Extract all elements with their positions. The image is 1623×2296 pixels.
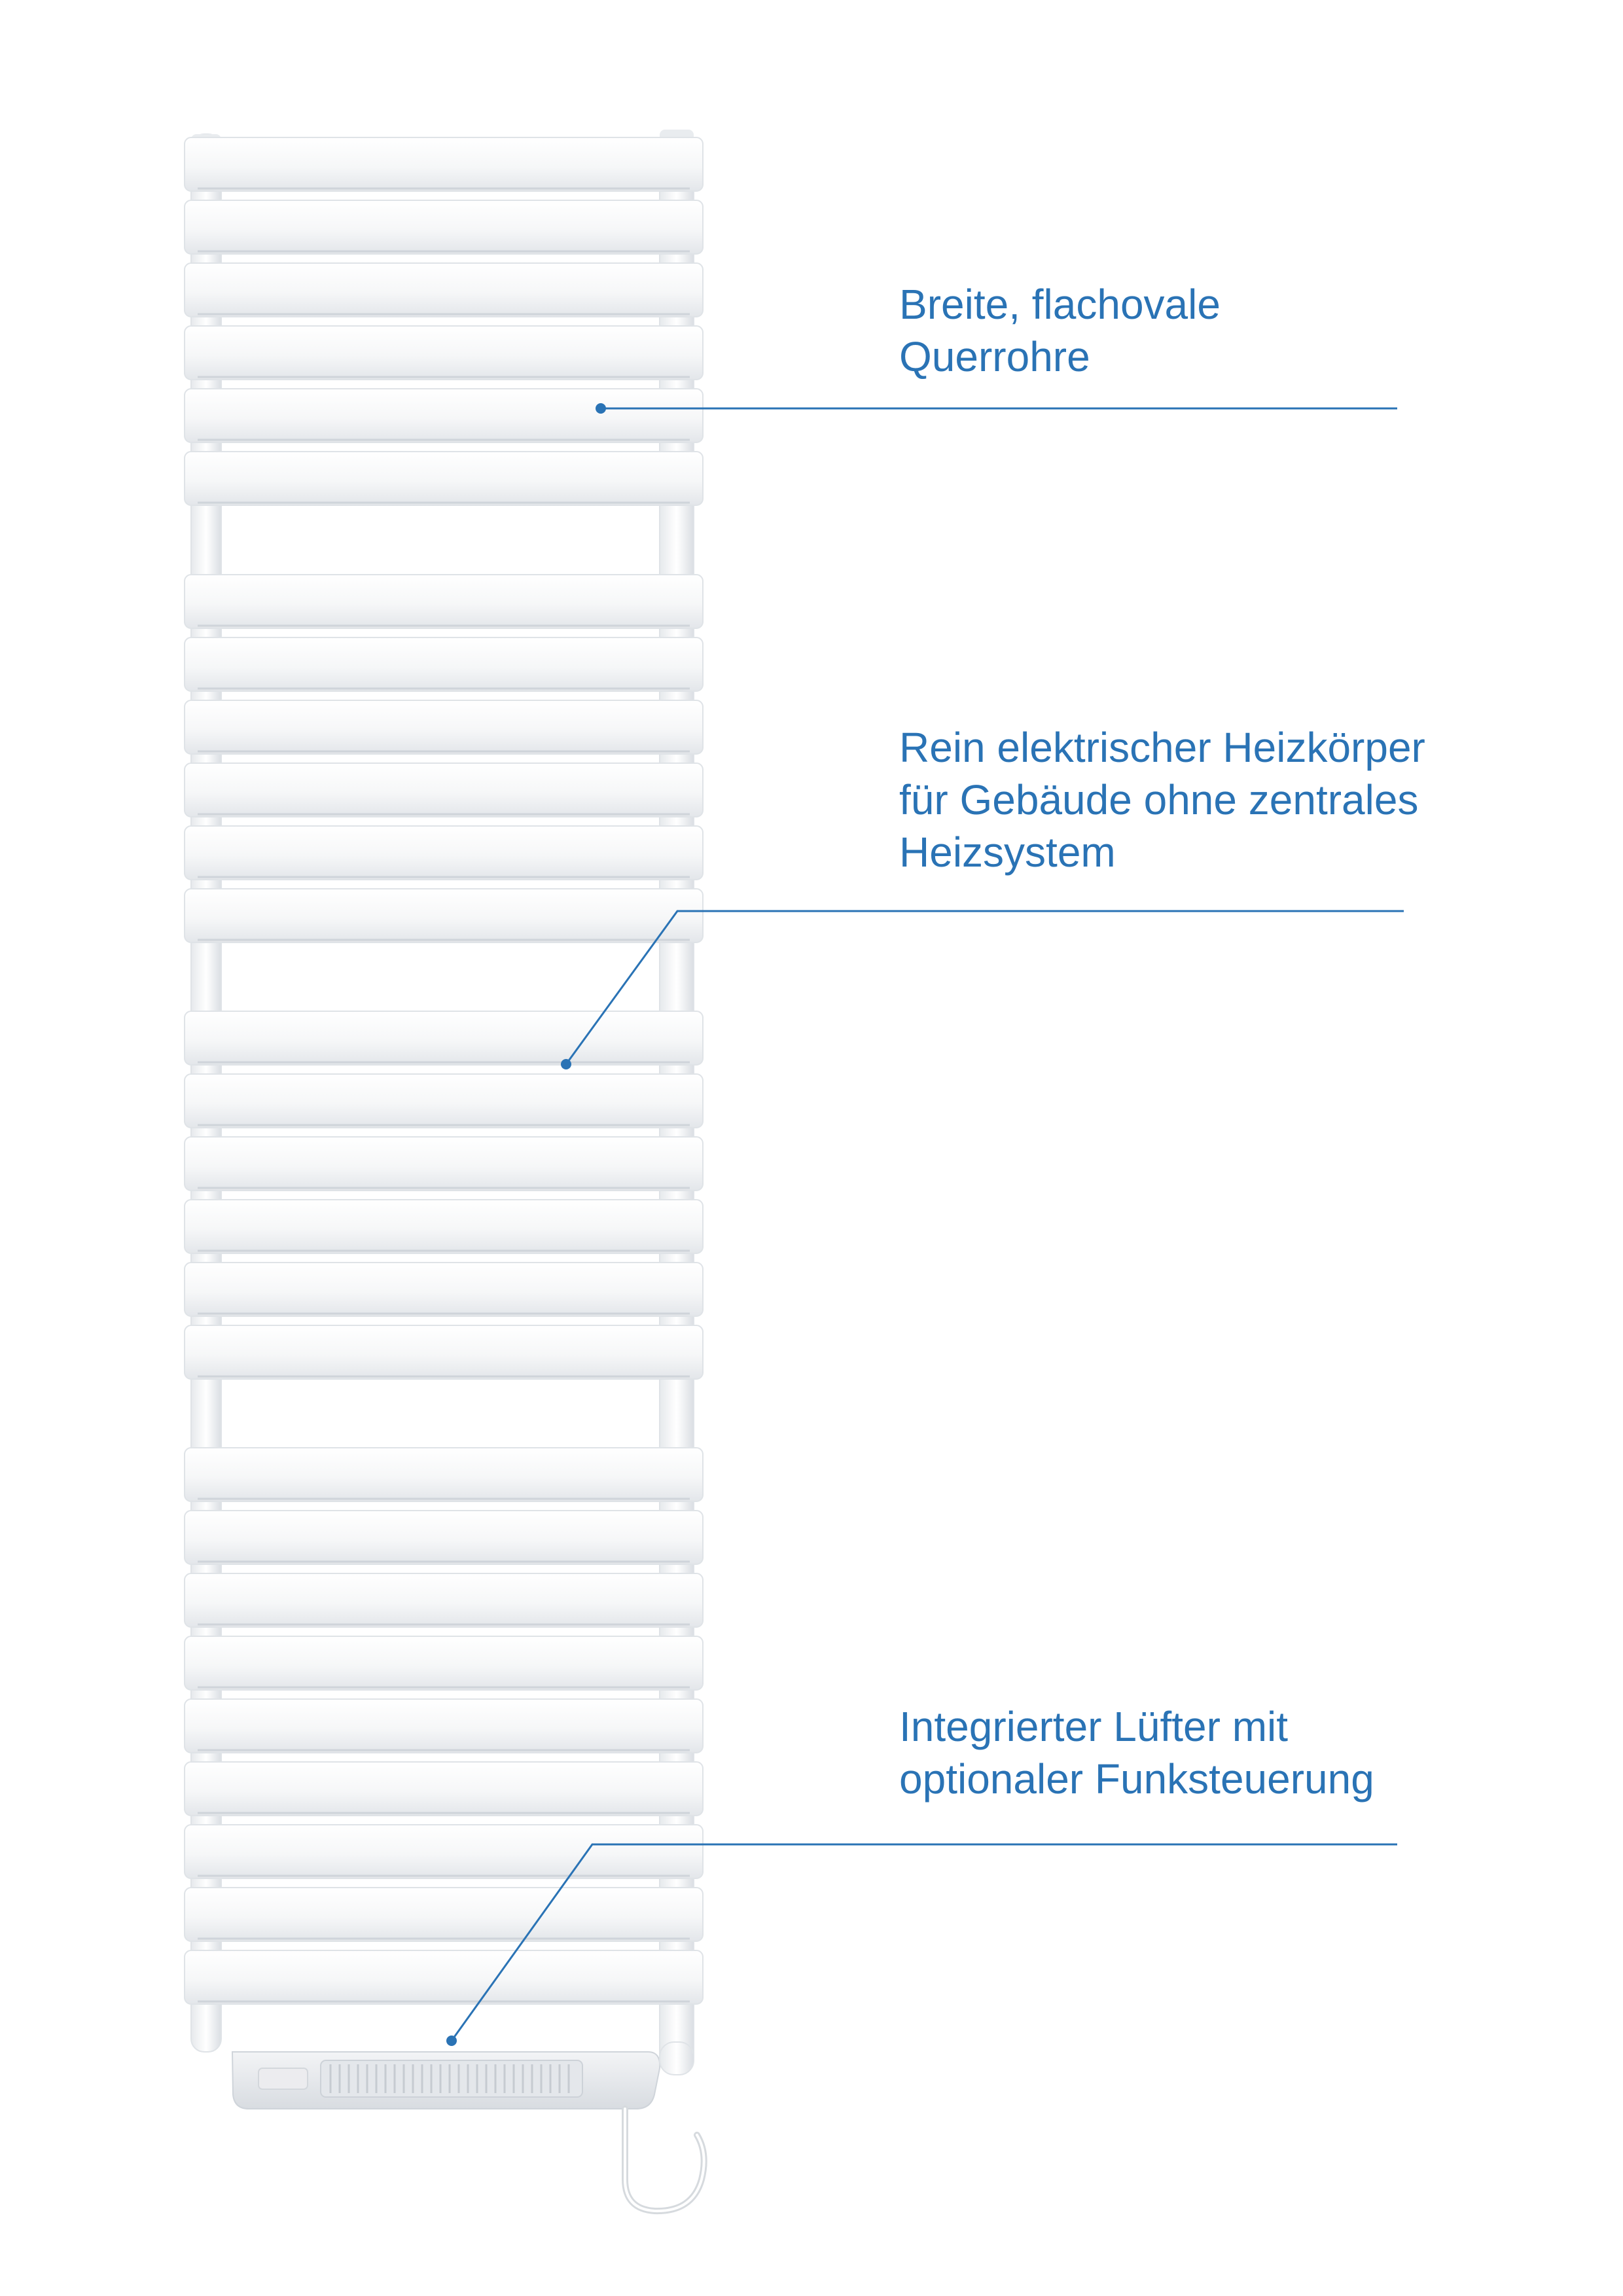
radiator-bar: [185, 389, 703, 442]
radiator-bar: [185, 826, 703, 880]
radiator-bar: [185, 1888, 703, 1941]
radiator-bar: [185, 1263, 703, 1316]
callout-line: Heizsystem: [899, 829, 1116, 876]
radiator-bar: [185, 1137, 703, 1191]
callout-text-electric: [899, 721, 1425, 878]
radiator-bar: [185, 1573, 703, 1627]
radiator-bar: [185, 1011, 703, 1065]
leader-dot-2: [561, 1059, 571, 1069]
radiator-bar: [185, 1511, 703, 1564]
power-cable-highlight: [625, 2109, 704, 2211]
radiator-bar: [185, 200, 703, 254]
fan-grille-slats: [330, 2064, 569, 2093]
radiator-bar: [185, 1636, 703, 1690]
callout-line: Rein elektrischer Heizkörper: [899, 724, 1425, 771]
fan-control-panel: [259, 2068, 308, 2089]
callout-line: Querrohre: [899, 333, 1090, 380]
callout-text-tubes: [899, 278, 1221, 383]
radiator-bar: [185, 700, 703, 754]
radiator-bar: [185, 1762, 703, 1816]
radiator-bar: [185, 575, 703, 628]
radiator-bar: [185, 889, 703, 942]
right-post-foot: [660, 2042, 694, 2075]
radiator-bar: [185, 263, 703, 317]
callout-line: optionaler Funksteuerung: [899, 1755, 1374, 1803]
radiator-bar: [185, 1448, 703, 1501]
radiator-bar: [185, 1200, 703, 1253]
leader-dot-3: [446, 2036, 457, 2046]
radiator-bar: [185, 1074, 703, 1128]
callout-line: Breite, flachovale: [899, 281, 1221, 328]
callout-text-fan: [899, 1700, 1374, 1805]
radiator-bar: [185, 763, 703, 817]
fan-grille: [321, 2060, 582, 2097]
fan-unit: [232, 2042, 704, 2211]
radiator-bar: [185, 1325, 703, 1379]
radiator-bar: [185, 637, 703, 691]
leader-dot-1: [596, 403, 606, 414]
radiator-bar: [185, 326, 703, 380]
radiator-bar: [185, 1699, 703, 1753]
callout-line: für Gebäude ohne zentrales: [899, 776, 1419, 823]
radiator-bar: [185, 1825, 703, 1878]
callout-line: Integrierter Lüfter mit: [899, 1703, 1288, 1750]
radiator-bar: [185, 137, 703, 191]
radiator-bar: [185, 1950, 703, 2004]
radiator-bars: [185, 137, 703, 2004]
radiator-bar: [185, 452, 703, 505]
